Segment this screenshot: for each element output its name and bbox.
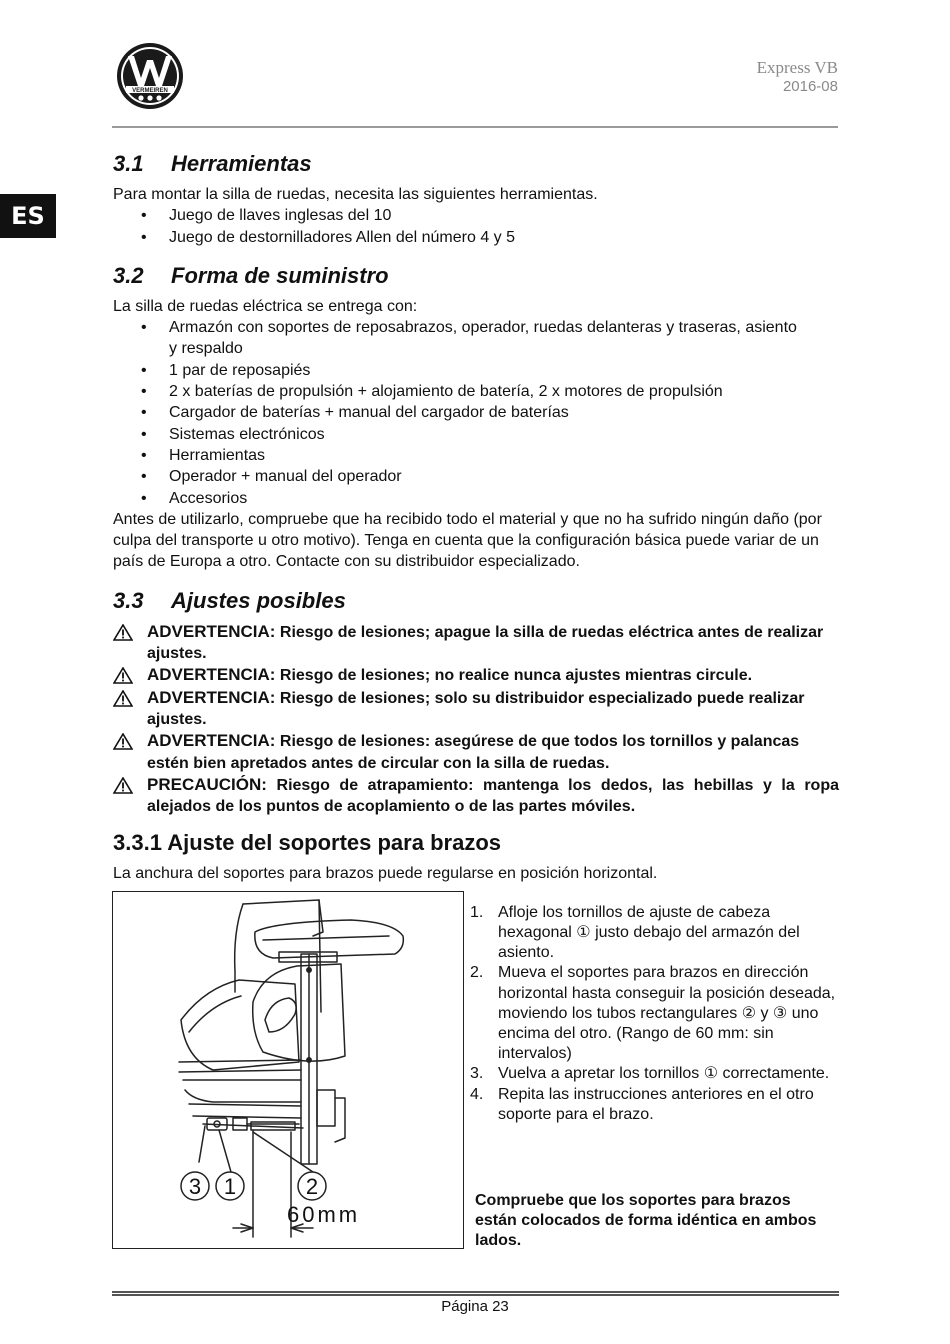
warning-text: Riesgo de lesiones; solo su distribuidor especializado puede realizar ajustes.	[147, 689, 805, 728]
step-text: Vuelva a apretar los tornillos ① correctamente.	[498, 1065, 830, 1083]
list-item: • Juego de llaves inglesas del 10	[113, 205, 839, 226]
section-title: Herramientas	[171, 151, 312, 176]
warning-item	[113, 687, 839, 731]
delivery-list	[113, 317, 839, 509]
callout-1: 1	[223, 1173, 237, 1199]
section-tools	[113, 150, 839, 248]
section-title: Ajustes posibles	[171, 587, 346, 613]
warning-triangle-icon	[113, 667, 133, 684]
warning-text: Riesgo de lesiones: asegúrese de que todos los tornillos y palancas estén bien apretados antes de circular con la silla de ruedas.	[147, 733, 800, 772]
step-item	[470, 903, 840, 964]
list-item: • Sistemas electrónicos	[113, 424, 839, 445]
warning-item	[113, 621, 839, 665]
figure-row	[113, 891, 839, 1251]
section-number: 3.2	[113, 262, 144, 288]
paragraph: Antes de utilizarlo, compruebe que ha recibido todo el material y que no ha sufrido ningún daño (por culpa del transporte u otro motivo). Tenga en cuenta que la configuración básica puede variar de un país de Europa a otro. Contacte con su distribuidor especializado.	[113, 510, 822, 571]
page-content	[113, 150, 839, 1251]
step-text: Mueva el soportes para brazos en dirección horizontal hasta conseguir la posición deseada, moviendo los tubos rectangulares ② y ③ uno encima del otro. (Rango de 60 mm: sin intervalos)	[498, 964, 836, 1063]
step-item	[470, 1085, 840, 1125]
warning-triangle-icon	[113, 624, 133, 641]
warning-label: ADVERTENCIA:	[147, 621, 276, 641]
tools-list	[113, 205, 839, 248]
page-number: Página 23	[441, 1298, 509, 1315]
callout-2: 2	[305, 1173, 319, 1199]
section-number: 3.3	[113, 587, 144, 613]
section-delivery	[113, 262, 839, 573]
subsection-heading: 3.3.1 Ajuste del soportes para brazos	[113, 830, 501, 856]
step-number: 3.	[470, 1065, 484, 1083]
callout-3: 3	[188, 1173, 202, 1199]
warning-label: ADVERTENCIA:	[147, 687, 276, 707]
warning-item	[113, 664, 839, 686]
caution-text: Riesgo de atrapamiento: mantenga los dedos, las hebillas y la ropa alejados de los puntos de acoplamiento o de las partes móviles.	[147, 776, 839, 816]
step-item	[470, 963, 840, 1064]
armrest-drawing	[113, 892, 464, 1249]
step-number: 4.	[470, 1085, 484, 1103]
armrest-illustration	[112, 891, 464, 1249]
logo-text: VERMEIREN	[132, 88, 168, 94]
warning-text: Riesgo de lesiones; no realice nunca ajustes mientras circule.	[275, 667, 753, 685]
step-item	[470, 1064, 840, 1084]
section-title: Forma de suministro	[171, 262, 389, 288]
caution-label: PRECAUCIÓN:	[147, 774, 267, 794]
list-item: • 1 par de reposapiés	[113, 360, 839, 381]
caution-item	[113, 774, 839, 818]
warning-text: Riesgo de lesiones; apague la silla de ruedas eléctrica antes de realizar ajustes.	[147, 623, 824, 663]
dimension-label: 60mm	[287, 1201, 361, 1227]
step-text: Repita las instrucciones anteriores en el otro soporte para el brazo.	[498, 1085, 814, 1123]
list-item: • Accesorios	[113, 488, 839, 509]
warning-label: ADVERTENCIA:	[147, 731, 276, 751]
warning-item	[113, 730, 839, 774]
list-item: • Herramientas	[113, 445, 839, 466]
section-heading	[113, 587, 839, 615]
section-adjustments	[113, 587, 839, 818]
paragraph: La anchura del soportes para brazos puede regularse en posición horizontal.	[113, 865, 658, 883]
document-date: 2016-08	[782, 78, 838, 95]
model-name: Express VB	[756, 58, 838, 77]
step-number: 1.	[470, 903, 484, 921]
section-heading	[113, 150, 839, 178]
footer-divider	[112, 1291, 839, 1296]
warning-label: ADVERTENCIA:	[147, 665, 276, 685]
list-item: • Cargador de baterías + manual del cargador de baterías	[113, 402, 839, 423]
adjustment-steps	[470, 903, 840, 1125]
section-armrest-adjustment	[113, 829, 839, 1250]
warning-triangle-icon	[113, 690, 133, 707]
list-item: • Armazón con soportes de reposabrazos, operador, ruedas delanteras y traseras, asiento y respaldo	[113, 317, 839, 360]
step-number: 2.	[470, 964, 484, 982]
section-heading	[113, 262, 839, 290]
armrest-note: Compruebe que los soportes para brazos están colocados de forma idéntica en ambos lados.	[475, 1191, 817, 1249]
list-item: • 2 x baterías de propulsión + alojamiento de batería, 2 x motores de propulsión	[113, 381, 839, 402]
document-meta	[757, 58, 838, 96]
warning-triangle-icon	[113, 777, 133, 794]
header-divider	[112, 126, 838, 128]
section-number: 3.1	[113, 151, 144, 176]
paragraph: Para montar la silla de ruedas, necesita las siguientes herramientas.	[113, 186, 598, 203]
vermeiren-logo	[116, 42, 184, 110]
warnings-list	[113, 621, 839, 818]
list-item: • Juego de destornilladores Allen del número 4 y 5	[113, 227, 839, 248]
paragraph: La silla de ruedas eléctrica se entrega con:	[113, 297, 418, 315]
language-tab: ES	[0, 194, 56, 238]
step-text: Afloje los tornillos de ajuste de cabeza hexagonal ① justo debajo del armazón del asiento.	[498, 903, 800, 962]
list-item: • Operador + manual del operador	[113, 466, 839, 487]
warning-triangle-icon	[113, 733, 133, 750]
